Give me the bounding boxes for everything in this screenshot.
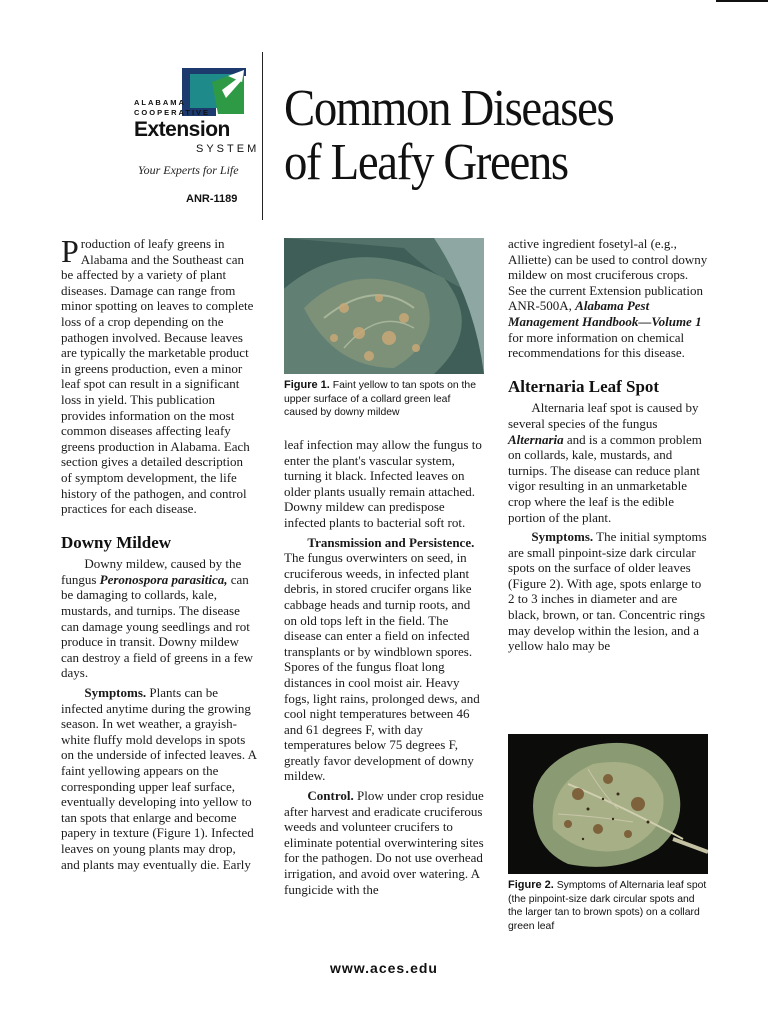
alternaria-species-name: Alternaria [508, 431, 564, 447]
heading-downy-mildew: Downy Mildew [61, 532, 172, 552]
alternaria-symptoms: Symptoms. The initial symptoms are small pinpoint-size dark circular spots on the surface of older leaves (Figure 2). With age, spots enlarge to 2 to 3 inches in diameter and are black, brown, or tan. Concentric rings may develop within the lesion, and a yellow halo may be [508, 529, 707, 654]
publication-number: ANR-1189 [186, 193, 238, 205]
column-2 [284, 437, 484, 897]
downy-mildew-symptoms: Symptoms. Plants can be infected anytime during the growing season. In wet weather, a grayish-white fluffy mold develops in spots on the underside of infected leaves. A faint yellowing appears on the corresponding upper leaf surface, eventually developing into yellow to tan spots that enlarge and become papery in texture (Figure 1). Infected leaves on young plants may drop, and plants may eventually die. Early [61, 685, 257, 872]
page-title [284, 82, 613, 190]
downy-mildew-continued: leaf infection may allow the fungus to enter the plant's vascular system, turning it black. Infected leaves on older plants usually remain attached. Downy mildew can predispose infected plants to bacterial soft rot. [284, 437, 482, 530]
drop-cap: P [61, 233, 79, 269]
footer-url[interactable]: www.aces.edu [330, 960, 438, 976]
header-divider [262, 52, 263, 220]
species-name: Peronospora parasitica, [99, 571, 228, 587]
figure-1-caption: Figure 1. Faint yellow to tan spots on the upper surface of a collard green leaf caused by downy mildew [284, 379, 476, 418]
logo-extension-text: Extension [134, 118, 230, 141]
logo-system-text: SYSTEM [196, 143, 260, 155]
heading-alternaria: Alternaria Leaf Spot [508, 376, 660, 396]
handbook-title: Alabama Pest Management Handbook—Volume 1 [508, 298, 702, 329]
intro-paragraph [61, 233, 257, 517]
alternaria-intro: Alternaria leaf spot is caused by several species of the fungus Alternaria and is a common problem on collards, kale, mustards, and turnips. The disease can reduce plant vigor resulting in an unmarketable crop where the leaf is the edible portion of the plant. [508, 400, 702, 525]
logo-state-text: ALABAMA [134, 98, 186, 107]
figure-1-photo [284, 238, 484, 374]
intro-text: roduction of leafy greens in Alabama and the Southeast can be affected by a variety of plant diseases. Damage can range from minor spotting on leaves to complete loss of a crop depending on the pathogen involved. Because leaves are typically the marketable product in greens production, even a minor leaf spot can result in a significant loss in yield. This publication provides information on the most common diseases affecting leafy greens production in Alabama. Each section gives a detailed description of symptom development, the life history of the pathogen, and control practices for each disease. [61, 236, 254, 517]
alternaria-symptoms-label: Symptoms. [531, 529, 594, 545]
column-1 [61, 233, 257, 872]
figure-2-caption: Figure 2. Symptoms of Alternaria leaf spot (the pinpoint-size dark circular spots and the larger tan to brown spots) on a collard green leaf [508, 879, 707, 932]
column-3 [508, 236, 708, 654]
title-line-1: Common Diseases [284, 80, 614, 137]
downy-mildew-control: Control. Plow under crop residue after harvest and eradicate cruciferous weeds and volunteer crucifers to eliminate potential overwintering sites for the pathogen. Do not use overhead irrigation, and avoid over watering. A fungicide with the [284, 788, 484, 897]
downy-mildew-intro: Downy mildew, caused by the fungus Peronospora parasitica, can be damaging to collards, kale, mustards, and turnips. The disease can damage young seedlings and rot produce in transit. Downy mildew can destroy a field of greens in a few days. [61, 556, 254, 681]
figure-1-label: Figure 1. [284, 379, 330, 391]
control-label: Control. [307, 788, 354, 804]
logo-cooperative-text: COOPERATIVE [134, 108, 211, 117]
title-line-2: of Leafy Greens [284, 134, 568, 191]
figure-2-photo [508, 734, 708, 874]
downy-mildew-transmission: Transmission and Persistence. The fungus overwinters on seed, in cruciferous weeds, in infected plant debris, in stored crucifer organs like cabbage heads and turnip roots, and on old tops left in the field. The disease can enter a field on infected transplants or by windblown spores. Spores of the fungus float long distances in cool moist air. Heavy fogs, light rains, prolonged dews, and cool night temperatures between 46 and 61 degrees F, with day temperatures below 75 degrees F, greatly favor development of downy mildew. [284, 534, 480, 784]
symptoms-label: Symptoms. [84, 685, 147, 701]
top-rule [716, 0, 768, 2]
transmission-label: Transmission and Persistence. [307, 534, 475, 550]
logo-tagline: Your Experts for Life [138, 163, 239, 177]
downy-mildew-fungicide: active ingredient fosetyl-al (e.g., Alliette) can be used to control downy mildew on most cruciferous crops. See the current Extension publication ANR-500A, Alabama Pest Management Handbook—Volume 1 for more information on chemical recommendations for this disease. [508, 236, 708, 361]
figure-2-label: Figure 2. [508, 879, 554, 891]
